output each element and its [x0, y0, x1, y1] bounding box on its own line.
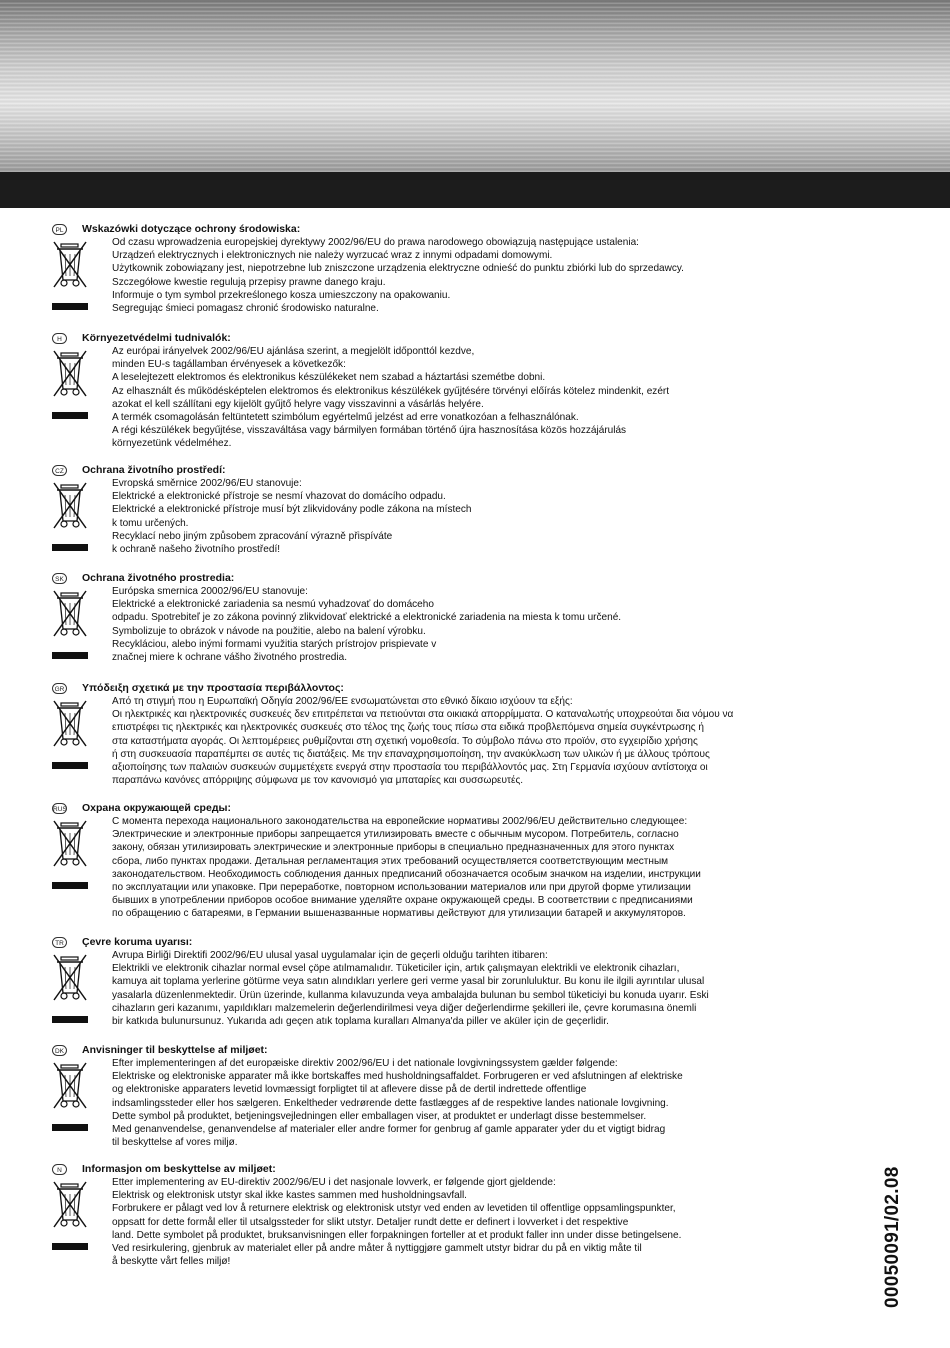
section-header [52, 937, 772, 949]
text-line: Evropská směrnice 2002/96/EU stanovuje: [112, 478, 302, 489]
text-line: επιστρέφει τις ηλεκτρικές και ηλεκτρονικές συσκευές στο τέλος της ζωής τους πίσω στα ειδικά προβλεπόμενα σημεία συγκέντρωσης ή [112, 722, 705, 734]
text-line: indsamlingssteder eller hos sælgeren. Enkeltheder vedrørende dette fastlægges af de respektive landes nationale lovgivning. [112, 1097, 669, 1109]
text-line: Od czasu wprowadzenia europejskiej dyrektywy 2002/96/EU do prawa narodowego obowiązują następujące ustalenia: [112, 237, 639, 248]
text-line: С момента перехода национального законодательства на европейские нормативы 2002/96/EU действительно следующее: [112, 816, 688, 827]
text-line: å beskytte vårt felles miljø! [112, 1256, 231, 1268]
text-line: környezetünk védelméhez. [112, 438, 232, 450]
section-text [112, 815, 812, 921]
text-line: cihazların geri kazanımı, yapıldıkları malzemelerin değerlendirilmesi veya diğer değerlendirme şekilleri ile, çevre korumasına önemli [112, 1002, 697, 1014]
section-text [112, 585, 812, 664]
text-line: Recykláciou, alebo inými formami využitia starých prístrojov prispievate v [112, 638, 437, 650]
text-line: k ochraně našeho životního prostředí! [112, 544, 281, 556]
text-line: minden EU-s tagállamban érvényesek a következők: [112, 359, 346, 371]
text-line: Symbolizuje to obrázok v návode na použitie, alebo na balení výrobku. [112, 625, 426, 637]
section-text [112, 345, 812, 451]
text-line: бывших в употреблении приборов особое внимание уделяйте охране окружающей среды. В соответствии с предписаниями [112, 895, 693, 907]
env-section-rus [52, 802, 772, 920]
text-line: Recyklací nebo jiným způsobem zpracování výrazně přispíváte [112, 530, 393, 542]
section-title: Környezetvédelmi tudnivalók: [82, 332, 231, 344]
env-section-cz [52, 464, 772, 556]
text-line: Dette symbol på produktet, betjeningsvejledningen eller emballagen viser, at produktet er underlagt disse bestemmelser. [112, 1110, 647, 1122]
text-line: Szczegółowe kwestie regulują przepisy prawne danego kraju. [112, 276, 386, 288]
text-line: bir katkıda bulunursunuz. Yukarıda adı geçen atık toplama kuralları Almanya'da piller ve aküler için de geçerlidir. [112, 1016, 609, 1028]
text-line: til beskyttelse af vores miljø. [112, 1137, 238, 1149]
text-line: Med genanvendelse, genanvendelse af materialer eller andre former for genbrug af gamle apparater yder du et vigtigt bidrag [112, 1124, 666, 1136]
text-line: Az elhasznált és működésképtelen elektromos és elektronikus készülékek gyűjtésére törvényi előírás kötelez mindenkit, ezért [112, 385, 670, 397]
section-title: Охрана окружающей среды: [82, 802, 231, 814]
section-text [112, 695, 812, 787]
text-line: Elektrikli ve elektronik cihazlar normal evsel çöpe atılmamalıdır. Tüketiciler için, artık çalışmayan elektrikli ve elektronik cihazları, [112, 963, 680, 975]
env-section-h [52, 332, 772, 450]
language-badge: TR [52, 937, 67, 948]
language-badge: DK [52, 1045, 67, 1056]
text-line: kamuya ait toplama yerlerine götürme veya satın alındıkları yerlere geri verme yasal bir zorunluluktur. Bu konu ile ilgili ayrıntılar ulusal [112, 976, 705, 988]
text-line: αξιοποίησης των παλαιών συσκευών συμμετέχετε ενεργά στην προστασία του περιβάλλοντός μας. Στη Γερμανία ισχύουν αντίστοιχα οι [112, 762, 708, 774]
env-section-gr [52, 682, 772, 787]
section-title: Informasjon om beskyttelse av miljøet: [82, 1163, 276, 1175]
section-text [112, 477, 812, 556]
section-header [52, 1164, 772, 1176]
section-header [52, 683, 772, 695]
section-header [52, 803, 772, 815]
section-text [112, 1057, 812, 1149]
section-header [52, 573, 772, 585]
text-line: ή στη συσκευασία παραπέμπει σε αυτές τις διατάξεις. Με την επαναχρησιμοποίηση, την ανακύκλωση των υλικών ή με άλλους τρόπους [112, 748, 710, 760]
section-header [52, 333, 772, 345]
text-line: στα καταστήματα αγοράς. Οι λεπτομέρειες ρυθμίζονται στη σχετική νομοθεσία. Το σύμβολο πάνω στο προϊόν, στο εγχειρίδιο χρήσης [112, 735, 698, 747]
section-title: Çevre koruma uyarısı: [82, 936, 193, 948]
text-line: Από τη στιγμή που η Ευρωπαϊκή Οδηγία 2002/96/ΕΕ ενσωματώνεται στο εθνικό δίκαιο ισχύουν τα εξής: [112, 696, 573, 707]
text-line: Elektrické a elektronické přístroje musí být zlikvidovány podle zákona na místech [112, 504, 472, 516]
env-section-sk [52, 572, 772, 664]
env-section-dk [52, 1044, 772, 1149]
text-line: Etter implementering av EU-direktiv 2002/96/EU i det nasjonale lovverk, er følgende gjort gjeldende: [112, 1177, 556, 1188]
text-line: Elektrické a elektronické zariadenia sa nesmú vyhadzovať do domáceho [112, 599, 434, 611]
crossed-bin-icon [52, 589, 88, 659]
text-line: Elektriske og elektroniske apparater må ikke bortskaffes med husholdningsaffaldet. Forbrugeren er ved afslutningen af elektriske [112, 1071, 683, 1083]
text-line: A régi készülékek begyűjtése, visszaváltása vagy bármilyen formában történő újra hasznosítása közös hozzájárulás [112, 425, 627, 437]
text-line: odpadu. Spotrebiteľ je zo zákona povinný zlikvidovať elektrické a elektronické zariadenia na miesta k tomu určené. [112, 612, 622, 624]
text-line: Avrupa Birliği Direktifi 2002/96/EU ulusal yasal uygulamalar için de geçerli olduğu tarihten itibaren: [112, 950, 548, 961]
text-line: Elektrické a elektronické přístroje se nesmí vhazovat do domácího odpadu. [112, 491, 446, 503]
text-line: Ved resirkulering, gjenbruk av materialet eller på andre måter å nyttiggjøre gammelt utstyr bidrar du på en viktig måte til [112, 1243, 642, 1255]
text-line: Электрические и электронные приборы запрещается утилизировать вместе с обычным мусором. Потребитель, согласно [112, 829, 679, 841]
text-line: Efter implementeringen af det europæiske direktiv 2002/96/EU i det nationale lovgivningssystem gælder følgende: [112, 1058, 618, 1069]
section-text [112, 1176, 812, 1268]
section-text [112, 236, 812, 315]
text-line: по обращению с батареями, в Германии вышеназванные нормативы действуют для утилизации батарей и аккумуляторов. [112, 908, 686, 920]
text-line: Użytkownik zobowiązany jest, niepotrzebne lub zniszczone urządzenia elektryczne odnieść do punktu zbiórki lub do sprzedawcy. [112, 263, 684, 275]
section-title: Wskazówki dotyczące ochrony środowiska: [82, 223, 301, 235]
text-line: og elektroniske apparaters levetid lovmæssigt forpligtet til at aflevere disse på de dertil indrettede offentlige [112, 1084, 587, 1096]
section-header [52, 1045, 772, 1057]
env-section-n [52, 1163, 772, 1268]
text-line: законодательством. Необходимость соблюдения данных предписаний обозначается особым значком на изделии, инструкции [112, 868, 701, 880]
text-line: Az európai irányelvek 2002/96/EU ajánlása szerint, a megjelölt időponttól kezdve, [112, 346, 475, 357]
crossed-bin-icon [52, 819, 88, 889]
text-line: Urządzeń elektrycznych i elektronicznych nie należy wyrzucać wraz z innymi odpadami domowymi. [112, 250, 553, 262]
section-header [52, 465, 772, 477]
text-line: Informuje o tym symbol przekreślonego kosza umieszczony na opakowaniu. [112, 289, 451, 301]
section-title: Anvisninger til beskyttelse af miljøet: [82, 1044, 268, 1056]
section-text [112, 949, 812, 1028]
text-line: yasalarla düzenlenmektedir. Ürün üzerinde, kullanma kılavuzunda veya ambalajda bulunan bu sembol tüketiciyi bu konuda uyarır. Eski [112, 989, 709, 1001]
text-line: Οι ηλεκτρικές και ηλεκτρονικές συσκευές δεν επιτρέπεται να πετιούνται στα οικιακά απορρίμματα. Ο καταναλωτής υποχρεούται δια νόμου να [112, 709, 734, 721]
env-section-pl [52, 223, 772, 315]
language-badge: H [52, 333, 67, 344]
env-section-tr [52, 936, 772, 1028]
document-number: 00050091/02.08 [882, 1166, 903, 1308]
crossed-bin-icon [52, 240, 88, 310]
crossed-bin-icon [52, 699, 88, 769]
section-title: Ochrana životného prostredia: [82, 572, 235, 584]
text-line: Elektrisk og elektronisk utstyr skal ikke kastes sammen med husholdningsavfall. [112, 1190, 467, 1202]
text-line: A leselejtezett elektromos és elektronikus készülékeket nem szabad a háztartási szemétbe dobni. [112, 372, 546, 384]
text-line: značnej miere k ochrane vášho životného prostredia. [112, 652, 348, 664]
header-black-bar [0, 172, 950, 208]
section-title: Υπόδειξη σχετικά με την προστασία περιβάλλοντος: [82, 682, 344, 694]
text-line: Segregując śmieci pomagasz chronić środowisko naturalne. [112, 303, 379, 315]
text-line: Európska smernica 20002/96/EU stanovuje: [112, 586, 308, 597]
header-metal-banner [0, 0, 950, 172]
section-header [52, 224, 772, 236]
language-badge: CZ [52, 465, 67, 476]
language-badge: N [52, 1164, 67, 1175]
language-badge: PL [52, 224, 67, 235]
text-line: παραπάνω κανόνες απόρριψης σύμφωνα με τον κανονισμό για μπαταρίες και συσσωρευτές. [112, 775, 524, 787]
text-line: сбора, либо пунктах продажи. Детальная регламентация этих требований осуществляется соответствующим местным [112, 855, 669, 867]
language-badge: RUS [52, 803, 67, 814]
crossed-bin-icon [52, 481, 88, 551]
text-line: по эксплуатации или упаковке. При переработке, повторном использовании материалов или при другой форме утилизации [112, 882, 691, 894]
language-badge: SK [52, 573, 67, 584]
crossed-bin-icon [52, 1061, 88, 1131]
crossed-bin-icon [52, 349, 88, 419]
language-badge: GR [52, 683, 67, 694]
text-line: Forbrukere er pålagt ved lov å returnere elektrisk og elektronisk utstyr ved enden av levetiden til offentlige oppsamlingspunkter, [112, 1203, 676, 1215]
text-line: k tomu určených. [112, 517, 189, 529]
text-line: azokat el kell szállítani egy kijelölt gyűjtő helyre vagy visszavinni a vásárlás helyére. [112, 398, 484, 410]
section-title: Ochrana životního prostředí: [82, 464, 226, 476]
text-line: A termék csomagolásán feltüntetett szimbólum egyértelmű jelzést ad erre vonatkozóan a felhasználónak. [112, 412, 579, 424]
crossed-bin-icon [52, 953, 88, 1023]
text-line: oppsatt for dette formål eller til utsalgssteder for slikt utstyr. Detaljer rundt dette er definert i lovverket i det respektive [112, 1216, 629, 1228]
text-line: закону, обязан утилизировать электрические и электронные приборы в специально предназначенных для этого пунктах [112, 842, 675, 854]
crossed-bin-icon [52, 1180, 88, 1250]
text-line: land. Dette symbolet på produktet, bruksanvisningen eller forpakningen forteller at et produkt faller inn under disse betingelsene. [112, 1229, 682, 1241]
